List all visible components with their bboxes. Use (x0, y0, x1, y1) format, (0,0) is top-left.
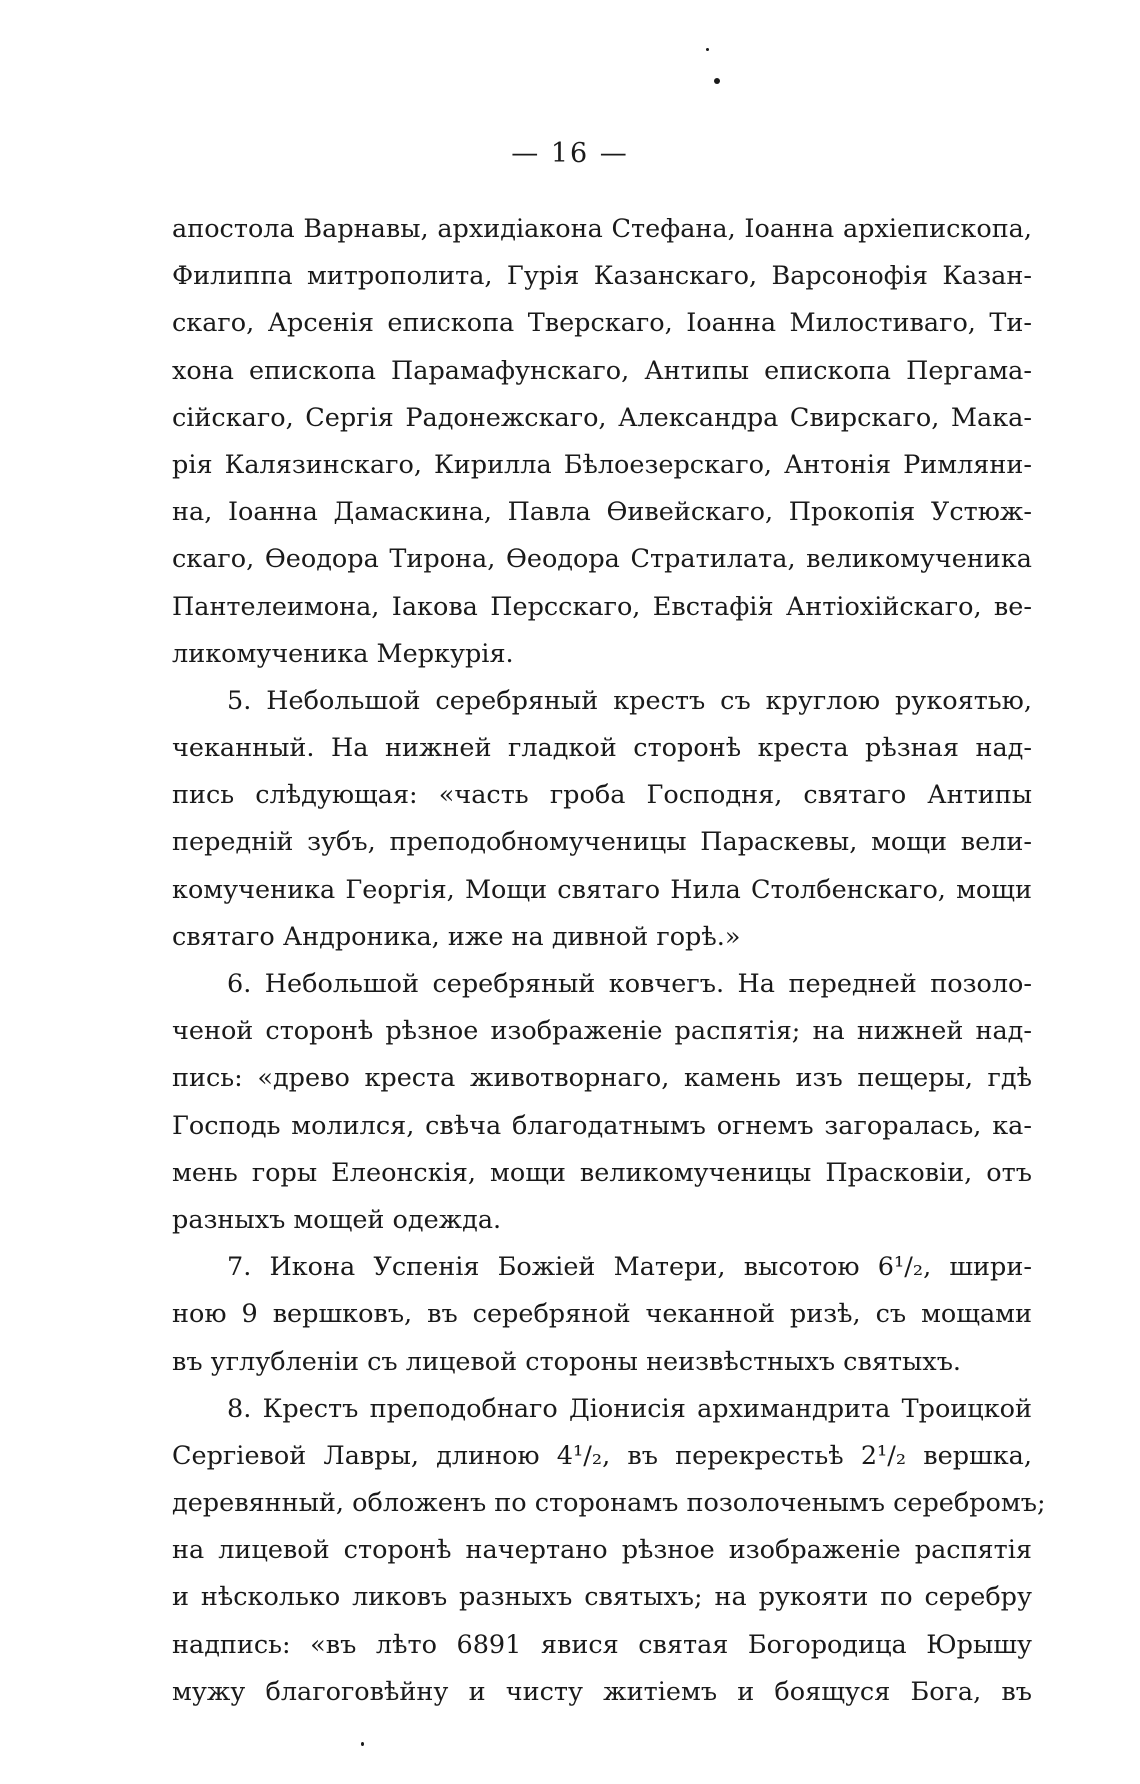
text-line: деревянный, обложенъ по сторонамъ позолоченымъ серебромъ; (172, 1488, 1046, 1519)
text-line: ною 9 вершковъ, въ серебряной чеканной ризѣ, съ мощами (172, 1299, 1032, 1330)
text-line: въ углубленіи съ лицевой стороны неизвѣстныхъ святыхъ. (172, 1346, 962, 1377)
text-line: Сергіевой Лавры, длиною 4¹/₂, въ перекрестьѣ 2¹/₂ вершка, (172, 1440, 1032, 1471)
text-line: скаго, Өеодора Тирона, Өеодора Стратилата, великомученика (172, 544, 1032, 575)
text-line: ченой сторонѣ рѣзное изображеніе распятія; на нижней над- (172, 1016, 1032, 1047)
text-line: Господь молился, свѣча благодатнымъ огнемъ загоралась, ка- (172, 1110, 1032, 1141)
paragraph-item-5 (172, 678, 1032, 961)
text-line: 5. Небольшой серебряный крестъ съ круглою рукоятью, (227, 685, 1032, 716)
text-line: на лицевой сторонѣ начертано рѣзное изображеніе распятія (172, 1535, 1032, 1566)
text-line: Пантелеимона, Іакова Персскаго, Евстафія Антіохійскаго, ве- (172, 591, 1032, 622)
text-line: рія Калязинскаго, Кирилла Бѣлоезерскаго, Антонія Римляни- (172, 449, 1032, 480)
text-line: на, Іоанна Дамаскина, Павла Өивейскаго, Прокопія Устюж- (172, 497, 1032, 528)
paragraph-item-7 (172, 1244, 1032, 1386)
text-line: мужу благоговѣйну и чисту житіемъ и боящуся Бога, въ (172, 1676, 1032, 1707)
body-text (172, 206, 1046, 1716)
text-line: хона епископа Парамафунскаго, Антипы епископа Пергама- (172, 355, 1032, 386)
text-line: разныхъ мощей одежда. (172, 1204, 502, 1235)
ink-speck (361, 1742, 364, 1746)
text-line: 7. Икона Успенія Божіей Матери, высотою 6¹/₂, шири- (227, 1252, 1032, 1283)
text-line: сійскаго, Сергія Радонежскаго, Александра Свирскаго, Мака- (172, 402, 1032, 433)
paragraph-item-6 (172, 961, 1032, 1244)
text-line: 8. Крестъ преподобнаго Діонисія архимандрита Троицкой (227, 1393, 1032, 1424)
text-line: комученика Георгія, Мощи святаго Нила Столбенскаго, мощи (172, 874, 1032, 905)
page-number: — 16 — (511, 138, 629, 169)
text-line: передній зубъ, преподобномученицы Параскевы, мощи вели- (172, 827, 1032, 858)
text-line: святаго Андроника, иже на дивной горѣ.» (172, 921, 741, 952)
text-line: Филиппа митрополита, Гурія Казанскаго, Варсонофія Казан- (172, 261, 1032, 292)
text-line: и нѣсколько ликовъ разныхъ святыхъ; на рукояти по серебру (172, 1582, 1032, 1613)
paragraph-continuation (172, 206, 1032, 678)
text-line: надпись: «въ лѣто 6891 явися святая Богородица Юрышу (172, 1629, 1032, 1660)
ink-speck (706, 48, 709, 51)
text-line: ликомученика Меркурія. (172, 638, 514, 669)
text-line: 6. Небольшой серебряный ковчегъ. На передней позоло- (227, 969, 1032, 999)
text-line: пись слѣдующая: «часть гроба Господня, святаго Антипы (172, 780, 1032, 811)
paragraph-item-8 (172, 1386, 1046, 1716)
text-line: мень горы Елеонскія, мощи великомученицы Прасковіи, отъ (172, 1157, 1032, 1188)
text-line: скаго, Арсенія епископа Тверскаго, Іоанна Милостиваго, Ти- (172, 308, 1032, 339)
text-line: чеканный. На нижней гладкой сторонѣ креста рѣзная над- (172, 733, 1032, 764)
ink-speck (714, 78, 720, 84)
text-line: апостола Варнавы, архидіакона Стефана, Іоанна архіепископа, (172, 214, 1032, 244)
text-line: пись: «древо креста животворнаго, камень изъ пещеры, гдѣ (172, 1063, 1032, 1094)
